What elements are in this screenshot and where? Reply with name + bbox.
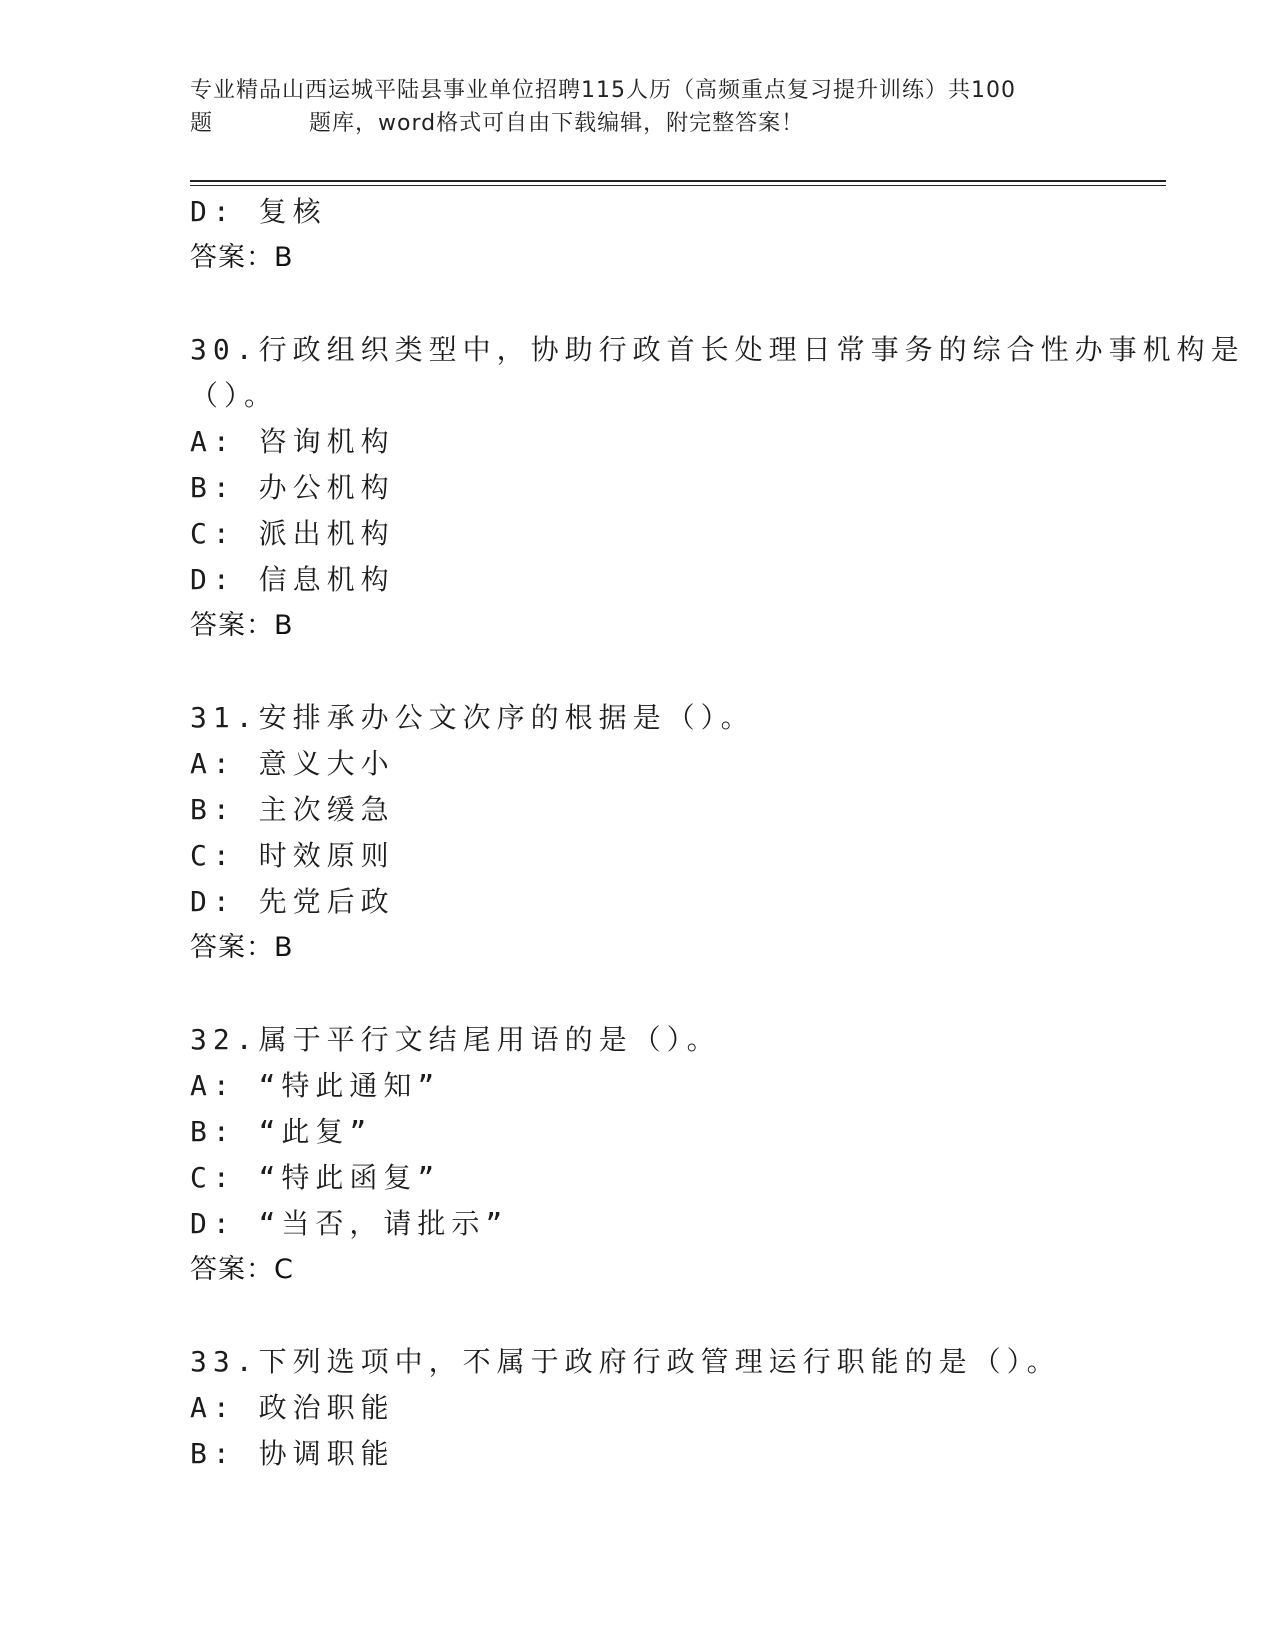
spacer xyxy=(190,1293,1150,1339)
question-33 xyxy=(190,1339,1150,1477)
question-stem: 32.属于平行文结尾用语的是（）。 xyxy=(190,1023,721,1056)
option-b: B: 主次缓急 xyxy=(190,793,395,826)
spacer xyxy=(190,281,1150,327)
option-b: B: 办公机构 xyxy=(190,471,395,504)
spacer xyxy=(190,971,1150,1017)
header-title-line1: 专业精品山西运城平陆县事业单位招聘115人历（高频重点复习提升训练）共100 xyxy=(190,78,1016,103)
option-c: C: 派出机构 xyxy=(190,517,395,550)
question-stem-continued: （）。 xyxy=(190,379,279,412)
header-line2-left: 题 xyxy=(190,111,214,136)
prev-answer: 答案：B xyxy=(190,242,294,273)
answer: 答案：C xyxy=(190,1254,294,1285)
header-line2-right: 题库，word格式可自由下载编辑，附完整答案！ xyxy=(309,111,805,136)
option-c: C: “特此函复” xyxy=(190,1161,441,1194)
question-stem: 33.下列选项中，不属于政府行政管理运行职能的是（）。 xyxy=(190,1345,1061,1378)
header-title-line2 xyxy=(190,107,1090,140)
header-gap xyxy=(213,107,309,140)
header-divider-top xyxy=(190,180,1166,182)
option-d: D: 信息机构 xyxy=(190,563,395,596)
answer: 答案：B xyxy=(190,932,294,963)
option-d: D: “当否，请批示” xyxy=(190,1207,509,1240)
option-d: D: 先党后政 xyxy=(190,885,395,918)
question-31 xyxy=(190,695,1150,971)
option-c: C: 时效原则 xyxy=(190,839,395,872)
option-b: B: 协调职能 xyxy=(190,1437,395,1470)
question-30 xyxy=(190,327,1245,649)
question-stem: 30.行政组织类型中，协助行政首长处理日常事务的综合性办事机构是 xyxy=(190,333,1245,366)
option-a: A: 政治职能 xyxy=(190,1391,395,1424)
question-list xyxy=(190,189,1245,1477)
question-stem: 31.安排承办公文次序的根据是（）。 xyxy=(190,701,755,734)
option-b: B: “此复” xyxy=(190,1115,373,1148)
prev-option-d: D: 复核 xyxy=(190,195,327,228)
option-a: A: 咨询机构 xyxy=(190,425,395,458)
header-divider-bottom xyxy=(190,185,1166,186)
spacer xyxy=(190,649,1150,695)
document-header xyxy=(190,74,1090,140)
option-a: A: 意义大小 xyxy=(190,747,395,780)
option-a: A: “特此通知” xyxy=(190,1069,441,1102)
answer: 答案：B xyxy=(190,610,294,641)
question-32 xyxy=(190,1017,1150,1293)
